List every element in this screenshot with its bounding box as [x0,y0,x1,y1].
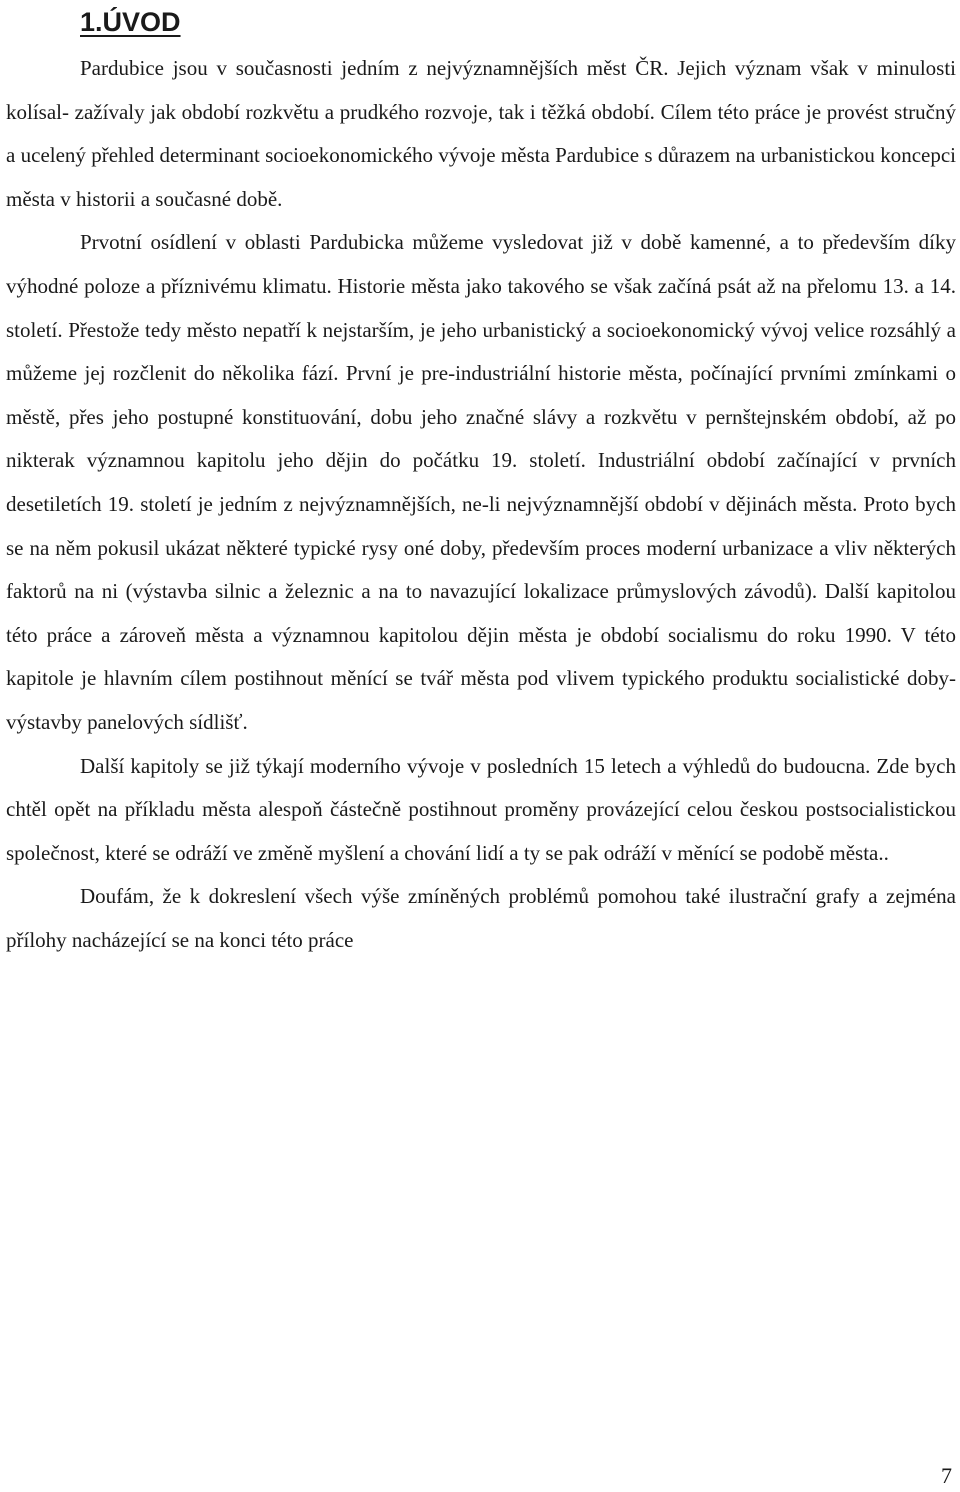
body-text [6,47,956,962]
paragraph-intro: Pardubice jsou v současnosti jedním z nejvýznamnějších měst ČR. Jejich význam však v minulosti kolísal- zažívaly jak období rozkvětu a prudkého rozvoje, tak i těžká období. Cílem této práce je provést stručný a ucelený přehled determinant socioekonomického vývoje města Pardubice s důrazem na urbanistickou koncepci města v historii a současné době. [6,56,956,211]
paragraph-modern: Další kapitoly se již týkají moderního vývoje v posledních 15 letech a výhledů do budoucna. Zde bych chtěl opět na příkladu města alespoň částečně postihnout proměny provázející celou českou postsocialistickou společnost, které se odráží ve změně myšlení a chování lidí a ty se pak odráží v měnící se podobě města.. [6,753,956,865]
section-heading: 1.ÚVOD [80,7,181,37]
paragraph-closing: Doufám, že k dokreslení všech výše zmíněných problémů pomohou také ilustrační grafy a zejména přílohy nacházející se na konci této práce [6,884,956,952]
paragraph-history: Prvotní osídlení v oblasti Pardubicka můžeme vysledovat již v době kamenné, a to především díky výhodné poloze a příznivému klimatu. Historie města jako takového se však začíná psát až na přelomu 13. a 14. století. Přestože tedy město nepatří k nejstarším, je jeho urbanistický a socioekonomický vývoj velice rozsáhlý a můžeme jej rozčlenit do několika fází. První je pre-industriální historie města, počínající prvními zmínkami o městě, přes jeho postupné konstituování, dobu jeho značné slávy a rozkvětu v pernštejnském období, až po nikterak významnou kapitolu jeho dějin do počátku 19. století. Industriální období začínající v prvních desetiletích 19. století je jedním z nejvýznamnějších, ne-li nejvýznamnější období v dějinách města. Proto bych se na něm pokusil ukázat některé typické rysy oné doby, především proces moderní urbanizace a vliv některých faktorů na ni (výstavba silnic a železnic a na to navazující lokalizace průmyslových závodů). Další kapitolou této práce a zároveň města a významnou kapitolou dějin města je období socialismu do roku 1990. V této kapitole je hlavním cílem postihnout měnící se tvář města pod vlivem typického produktu socialistické doby- výstavby panelových sídlišť. [6,230,956,734]
page-number: 7 [941,1463,952,1488]
